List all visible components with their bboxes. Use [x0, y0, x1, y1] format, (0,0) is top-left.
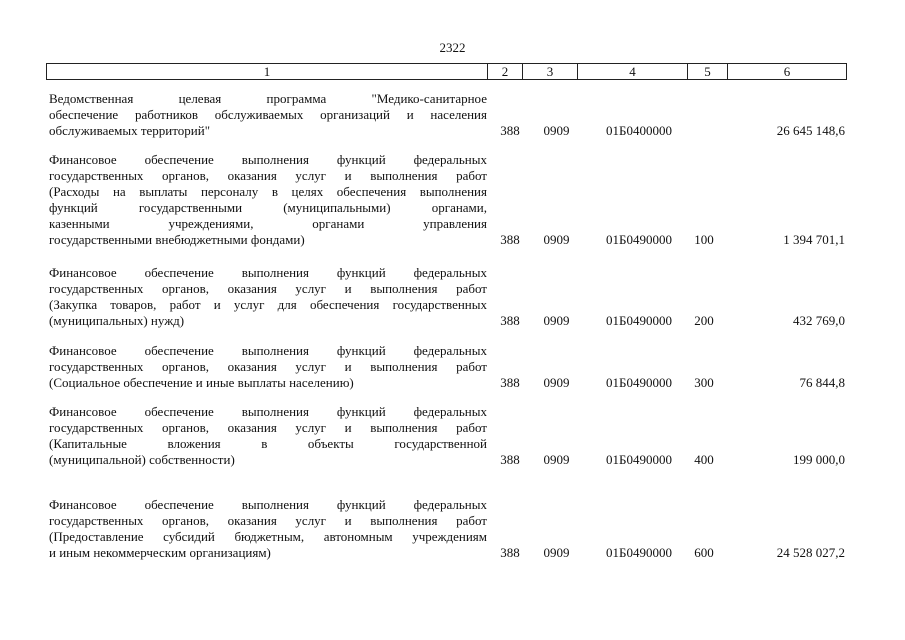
cell-c3: 0909	[543, 123, 570, 138]
row-description	[49, 404, 487, 468]
description-line: государственных органов, оказания услуг и выполнения работ	[49, 420, 487, 435]
cell-c6: 24 528 027,2	[776, 545, 845, 560]
cell-c5: 300	[694, 375, 714, 390]
header-col-1: 1	[263, 64, 271, 79]
row-description	[49, 91, 487, 139]
description-line: и иным некоммерческим организациям)	[49, 545, 271, 560]
description-line: государственными внебюджетными фондами)	[49, 232, 305, 247]
description-line: казенными учреждениями, органами управления	[49, 216, 487, 231]
cell-c3: 0909	[543, 545, 570, 560]
cell-c2: 388	[500, 545, 520, 560]
description-line: (Социальное обеспечение и иные выплаты населению)	[49, 375, 354, 390]
description-line: (Закупка товаров, работ и услуг для обеспечения государственных	[49, 297, 487, 312]
header-col-5: 5	[687, 64, 727, 79]
header-col-6: 6	[727, 64, 846, 79]
cell-c2: 388	[500, 123, 520, 138]
cell-c2: 388	[500, 232, 520, 247]
cell-c6: 432 769,0	[793, 313, 845, 328]
header-col-3: 3	[522, 64, 577, 79]
description-line: Финансовое обеспечение выполнения функций федеральных	[49, 343, 487, 358]
header-col-2: 2	[487, 64, 522, 79]
cell-c5: 600	[694, 545, 714, 560]
row-description	[49, 152, 487, 248]
cell-c4: 01Б0490000	[606, 232, 672, 247]
row-description	[49, 497, 487, 561]
cell-c4: 01Б0490000	[606, 545, 672, 560]
description-line: государственных органов, оказания услуг и выполнения работ	[49, 359, 487, 374]
row-description	[49, 265, 487, 329]
description-line: обеспечение работников обслуживаемых организаций и населения	[49, 107, 487, 122]
cell-c2: 388	[500, 375, 520, 390]
cell-c5: 100	[694, 232, 714, 247]
description-line: Финансовое обеспечение выполнения функций федеральных	[49, 404, 487, 419]
header-col-4: 4	[577, 64, 687, 79]
description-line: Ведомственная целевая программа "Медико-санитарное	[49, 91, 487, 106]
description-line: государственных органов, оказания услуг и выполнения работ	[49, 168, 487, 183]
description-line: (муниципальных) нужд)	[49, 313, 185, 328]
description-line: (Капитальные вложения в объекты государственной	[49, 436, 487, 451]
cell-c6: 1 394 701,1	[783, 232, 845, 247]
page-number: 2322	[439, 40, 466, 55]
cell-c2: 388	[500, 452, 520, 467]
cell-c3: 0909	[543, 375, 570, 390]
cell-c4: 01Б0490000	[606, 375, 672, 390]
description-line: (муниципальной) собственности)	[49, 452, 235, 467]
cell-c6: 26 645 148,6	[776, 123, 845, 138]
cell-c5: 400	[694, 452, 714, 467]
table-header	[46, 63, 847, 80]
description-line: Финансовое обеспечение выполнения функций федеральных	[49, 265, 487, 280]
description-line: Финансовое обеспечение выполнения функций федеральных	[49, 497, 487, 512]
cell-c4: 01Б0490000	[606, 313, 672, 328]
cell-c4: 01Б0400000	[606, 123, 672, 138]
cell-c3: 0909	[543, 452, 570, 467]
cell-c3: 0909	[543, 232, 570, 247]
cell-c3: 0909	[543, 313, 570, 328]
cell-c6: 199 000,0	[793, 452, 845, 467]
description-line: государственных органов, оказания услуг и выполнения работ	[49, 281, 487, 296]
description-line: (Расходы на выплаты персоналу в целях обеспечения выполнения	[49, 184, 487, 199]
cell-c5: 200	[694, 313, 714, 328]
description-line: функций государственными (муниципальными) органами,	[49, 200, 487, 215]
cell-c6: 76 844,8	[799, 375, 845, 390]
description-line: (Предоставление субсидий бюджетным, автономным учреждениям	[49, 529, 487, 544]
row-description	[49, 343, 487, 391]
description-line: обслуживаемых территорий"	[49, 123, 210, 138]
cell-c4: 01Б0490000	[606, 452, 672, 467]
description-line: государственных органов, оказания услуг и выполнения работ	[49, 513, 487, 528]
cell-c2: 388	[500, 313, 520, 328]
description-line: Финансовое обеспечение выполнения функций федеральных	[49, 152, 487, 167]
